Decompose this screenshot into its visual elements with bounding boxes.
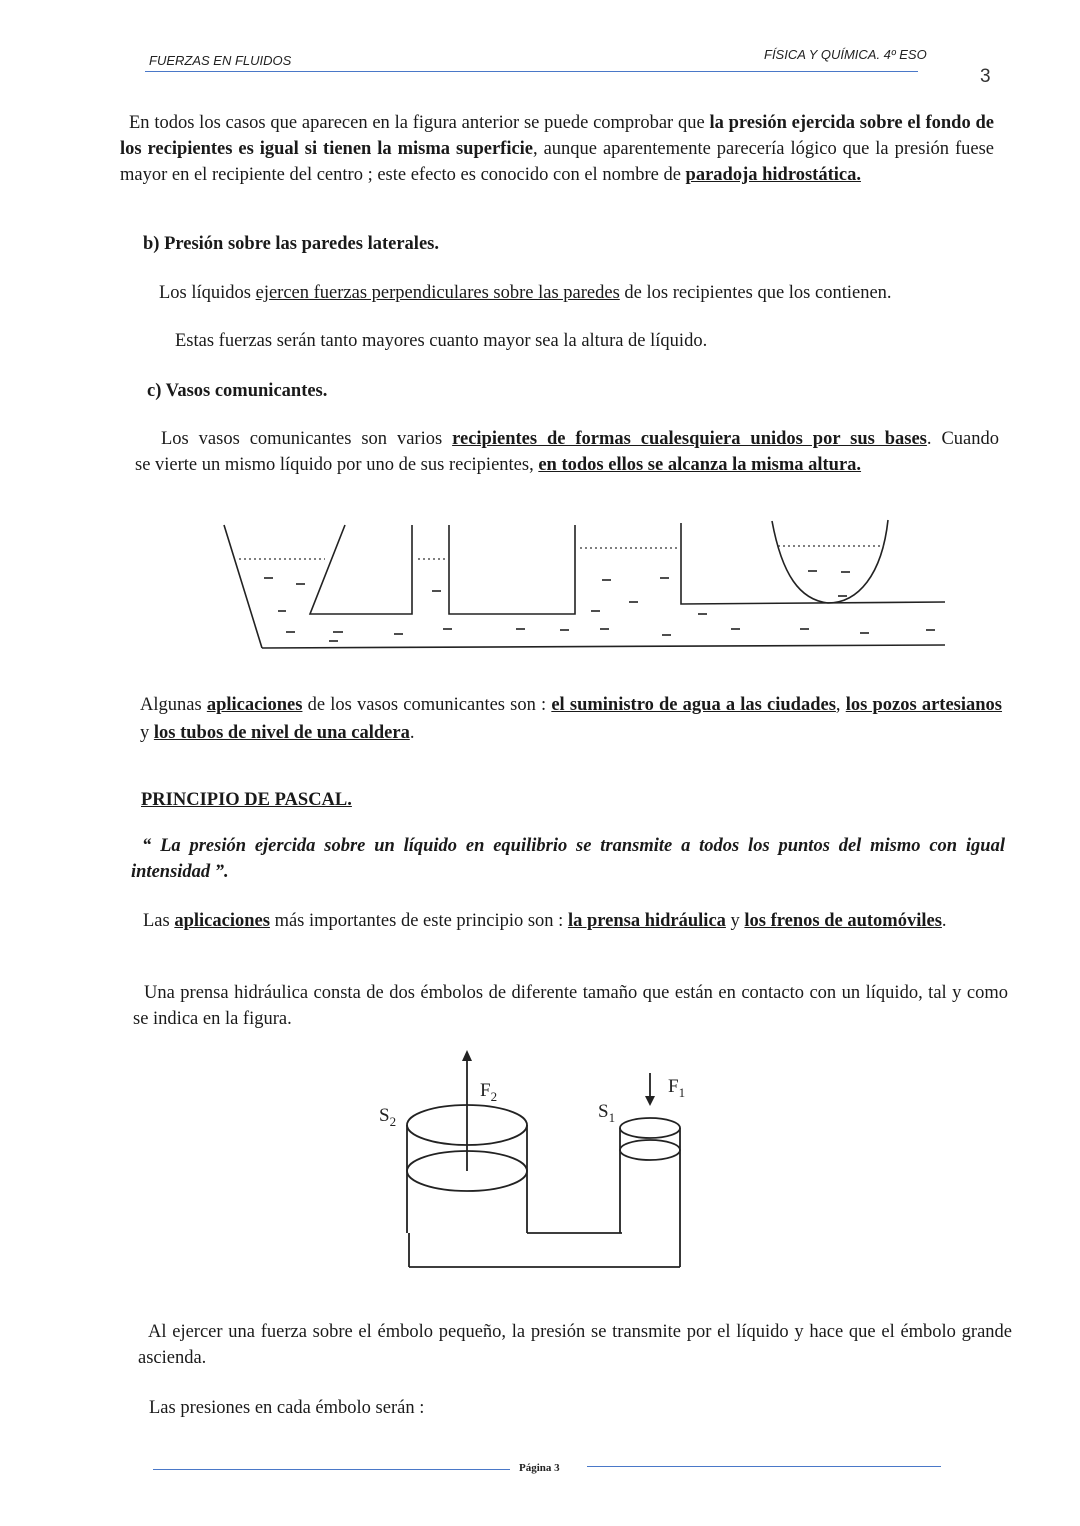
s2-label: $S_2$ <box>379 1105 397 1129</box>
f2-arrow-head <box>462 1050 472 1061</box>
f1-arrow-head <box>645 1096 655 1106</box>
section-b-title: b) Presión sobre las paredes laterales. <box>143 234 439 254</box>
page-number: 3 <box>980 66 991 87</box>
section-b-line2: Estas fuerzas serán tanto mayores cuanto mayor sea la altura de líquido. <box>175 331 708 351</box>
applications-text-2: de los vasos comunicantes son : <box>302 695 552 715</box>
pascal-apps-text-2: más importantes de este principio son : <box>269 911 568 931</box>
intro-text-2: , aunque aparentemente parecería lógico que la presión fuese mayor en el recipiente del centro ; este efecto es conocido con el nombre de <box>120 139 994 185</box>
applications-text-5: . <box>409 723 415 743</box>
footer-rule-right <box>587 1466 941 1467</box>
applications-underlined-1: aplicaciones <box>206 695 303 715</box>
pascal-apps-underlined-1: aplicaciones <box>174 911 270 931</box>
section-c-title: c) Vasos comunicantes. <box>147 381 328 401</box>
pascal-apps-text-4: . <box>941 911 947 931</box>
intro-text-1: En todos los casos que aparecen en la figura anterior se puede comprobar que <box>129 113 710 133</box>
pressures-line: Las presiones en cada émbolo serán : <box>149 1398 425 1418</box>
section-b-underlined: ejercen fuerzas perpendiculares sobre las paredes <box>255 283 620 303</box>
pascal-title: PRINCIPIO DE PASCAL. <box>141 790 352 810</box>
footer-rule-left <box>153 1469 510 1470</box>
footer-page-label: Página 3 <box>519 1462 560 1474</box>
intro-underlined: paradoja hidrostática. <box>685 165 861 185</box>
section-b-text-1: Los líquidos <box>159 283 256 303</box>
applications-text-1: Algunas <box>140 695 207 715</box>
section-b-text-2: de los recipientes que los contienen. <box>619 283 892 303</box>
s1-label: $S_1$ <box>598 1101 616 1125</box>
pascal-apps-underlined-2: la prensa hidráulica <box>567 911 726 931</box>
section-c-text-3: se vierte un mismo líquido por uno de sus recipientes, <box>135 455 539 475</box>
pascal-quote: “ La presión ejercida sobre un líquido en equilibrio se transmite a todos los puntos del mismo con igual intensidad ”. <box>131 836 1005 882</box>
small-piston <box>620 1140 680 1160</box>
applications-underlined-4: los tubos de nivel de una caldera <box>153 723 410 743</box>
pascal-apps-text-3: y <box>725 911 745 931</box>
header-right: FÍSICA Y QUÍMICA. 4º ESO <box>764 47 927 62</box>
section-c-underlined-2: en todos ellos se alcanza la misma altura. <box>538 455 862 475</box>
intro-bold: la presión ejercida sobre el fondo de los recipientes es igual si tienen la misma superficie <box>120 113 994 159</box>
force-description: Al ejercer una fuerza sobre el émbolo pequeño, la presión se transmite por el líquido y hace que el émbolo grande ascienda. <box>138 1322 1012 1368</box>
section-c-text-2: . Cuando <box>926 429 999 449</box>
pascal-apps-underlined-3: los frenos de automóviles <box>744 911 942 931</box>
small-cylinder-top <box>620 1118 680 1138</box>
applications-underlined-2: el suministro de agua a las ciudades <box>551 695 836 715</box>
section-c-text-1: Los vasos comunicantes son varios <box>161 429 453 449</box>
section-c-underlined-1: recipientes de formas cualesquiera unidos por sus bases <box>452 429 927 449</box>
header-left: FUERZAS EN FLUIDOS <box>149 53 292 68</box>
f2-label: $F_2$ <box>480 1080 498 1104</box>
press-description: Una prensa hidráulica consta de dos émbolos de diferente tamaño que están en contacto con un líquido, tal y como se indica en la figura. <box>133 983 1008 1029</box>
applications-text-4: y <box>140 723 154 743</box>
applications-text-3: , <box>835 695 846 715</box>
pascal-apps-text-1: Las <box>143 911 175 931</box>
applications-underlined-3: los pozos artesianos <box>845 695 1003 715</box>
f1-label: $F_1$ <box>668 1076 686 1100</box>
